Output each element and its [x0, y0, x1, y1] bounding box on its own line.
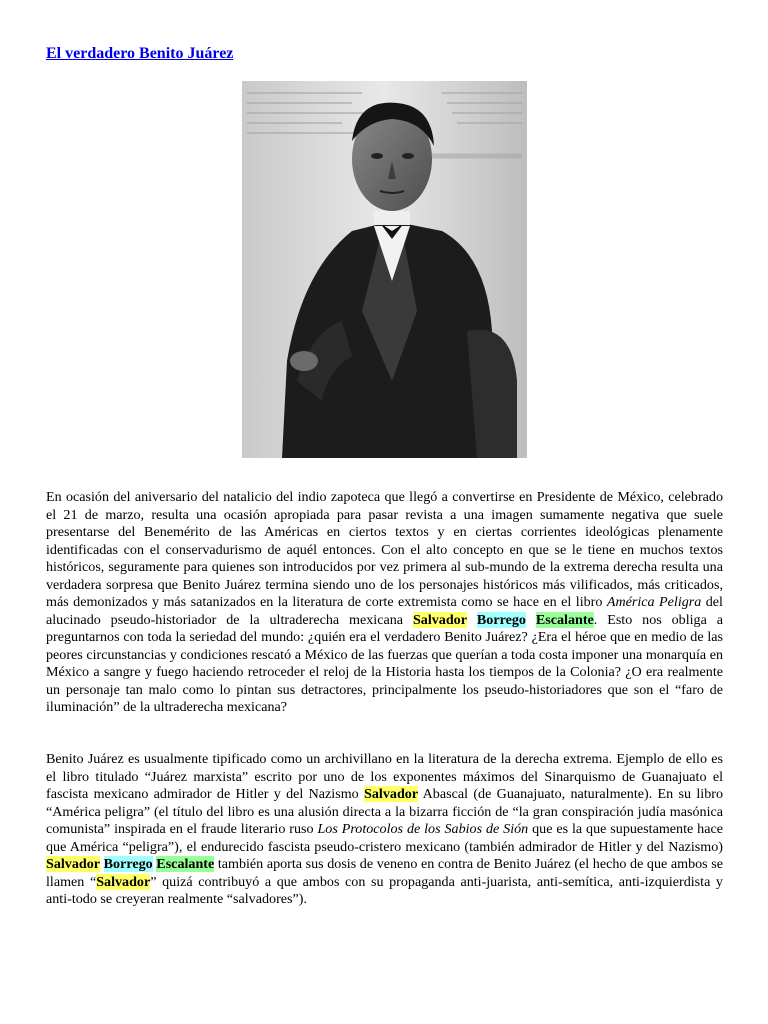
- text-run: [526, 612, 536, 628]
- text-run: ” quizá contribuyó a que ambos con su propaganda anti-juarista, anti-semítica, anti-izquierdista y anti-todo se creyeran realmente “salvadores”).: [46, 873, 723, 907]
- highlighted-name: Salvador: [364, 786, 419, 802]
- paragraph-archvillain: [46, 751, 723, 909]
- text-run: [467, 612, 477, 628]
- highlighted-name: Salvador: [412, 611, 467, 628]
- page-title-link[interactable]: El verdadero Benito Juárez: [46, 45, 234, 62]
- text-run: En ocasión del aniversario del natalicio del indio zapoteca que llegó a convertirse en Presidente de México, celebrado el 21 de marzo, resulta una ocasión apropiada para pasar revista a una imagen sumamente negativa que suele presentarse del Benemérito de las Américas en ciertos textos y en ciertas corrientes ideológicas plenamente identificadas con el conservadurismo de aquél entonces. Con el alto concepto en que se le tiene en muchos textos históricos, seguramente para quienes son introducidos por vez primera al sub-mundo de la extrema derecha resulta una verdadera sorpresa que Benito Juárez termina siendo uno de los personajes históricos más vilificados, más criticados, más demonizados y más satanizados en la literatura de corte extremista como se hace en el libro: [46, 489, 723, 610]
- highlighted-name: Escalante: [156, 856, 215, 872]
- highlighted-name: Escalante: [535, 611, 594, 628]
- highlighted-name: Salvador: [46, 856, 101, 872]
- text-run: . Esto nos obliga a preguntarnos con toda la seriedad del mundo: ¿quién era el verdadero Benito Juárez? ¿Era el héroe que en medio de las peores circunstancias y condiciones rescató a México de las fuerzas que querían a toda costa imponer una monarquía en México a sangre y fuego haciendo retroceder el reloj de la Historia hasta los tiempos de la Colonia? ¿O era realmente un personaje tan malo como lo pintan sus detractores, principalmente los pseudo-historiadores que son el “faro de iluminación” de la ultraderecha mexicana?: [46, 611, 724, 715]
- highlighted-name: Borrego: [476, 611, 526, 628]
- highlighted-name: Borrego: [103, 856, 153, 872]
- text-run: Abascal (de Guanajuato, naturalmente). En su libro “América peligra” (el título del libro es una alusión directa a la bizarra ficción de “la gran conspiración judía masónica comunista” inspirada en el fraude literario ruso: [46, 786, 723, 837]
- highlighted-name: Salvador: [96, 873, 151, 890]
- text-run: que es la que supuestamente hace que América “peligra”), el endurecido fascista pseudo-cristero mexicano (también admirador de Hitler y del Nazismo): [46, 821, 723, 855]
- italic-title: Los Protocolos de los Sabios de Sión: [317, 821, 529, 837]
- italic-title: América Peligra: [606, 594, 702, 610]
- benito-juarez-portrait: [242, 81, 527, 458]
- text-run: del alucinado pseudo-historiador de la ultraderecha mexicana: [46, 594, 723, 628]
- portrait-photo: [242, 81, 527, 458]
- text-run: Benito Juárez es usualmente tipificado como un archivillano en la literatura de la derecha extrema. Ejemplo de ello es el libro titulado “Juárez marxista” escrito por uno de los exponentes máximos del Sinarquismo de Guanajuato el fascista mexicano admirador de Hitler y del Nazismo: [46, 751, 723, 802]
- paragraph-intro: [46, 489, 723, 717]
- text-run: también aporta sus dosis de veneno en contra de Benito Juárez (el hecho de que ambos se llamen “: [46, 856, 723, 890]
